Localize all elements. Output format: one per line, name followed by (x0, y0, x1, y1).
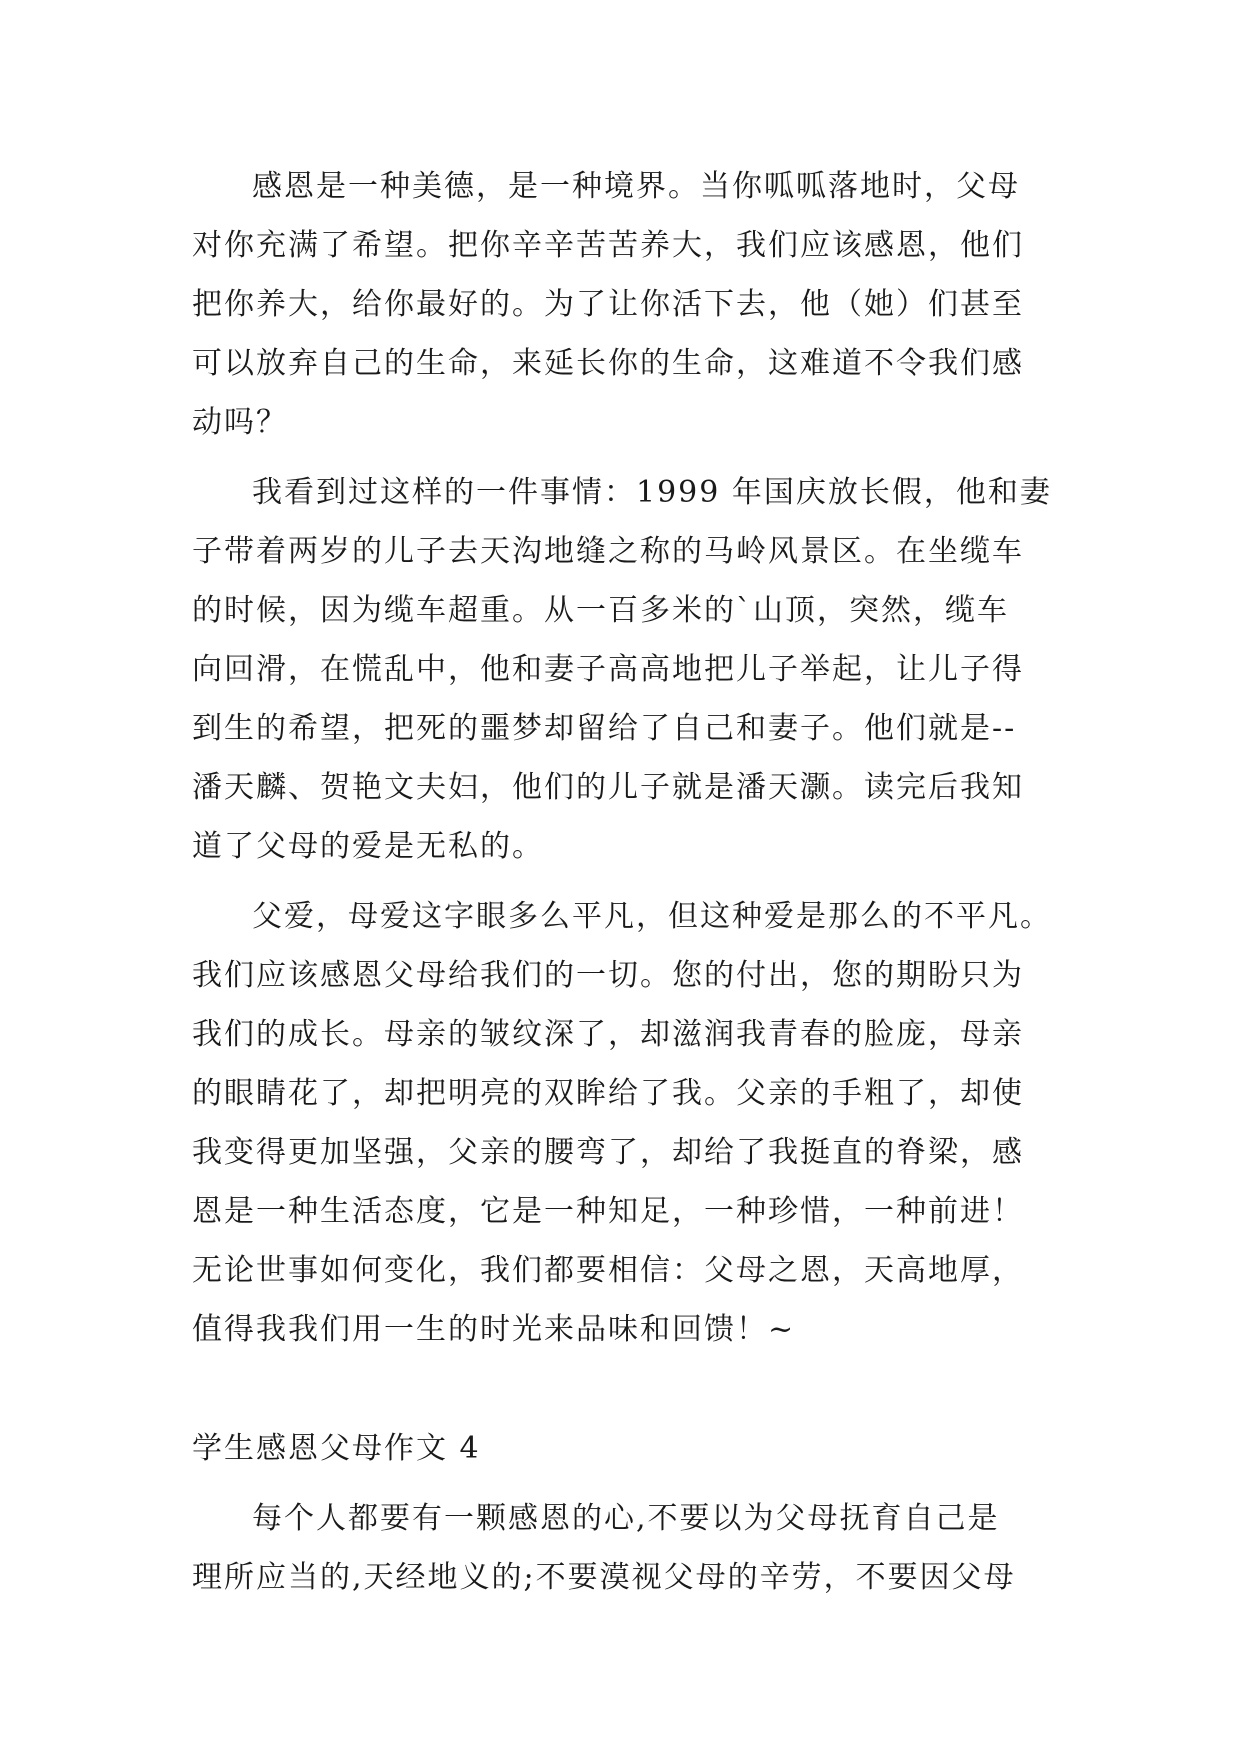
paragraph-2 (192, 463, 1062, 876)
text-line: 每个人都要有一颗感恩的心,不要以为父母抚育自己是 (252, 1501, 1000, 1536)
text-line: 恩是一种生活态度，它是一种知足，一种珍惜，一种前进！ (192, 1194, 1024, 1229)
paragraph-4 (192, 1489, 1062, 1607)
document-page (192, 157, 1062, 1607)
text-line: 向回滑，在慌乱中，他和妻子高高地把儿子举起，让儿子得 (192, 652, 1024, 687)
text-line: 对你充满了希望。把你辛辛苦苦养大，我们应该感恩，他们 (192, 228, 1024, 263)
text-line: 动吗？ (192, 405, 288, 440)
text-line: 的眼睛花了，却把明亮的双眸给了我。父亲的手粗了，却使 (192, 1076, 1024, 1111)
text-line: 道了父母的爱是无私的。 (192, 829, 544, 864)
text-line: 理所应当的,天经地义的;不要漠视父母的辛劳，不要因父母 (192, 1560, 1016, 1595)
text-line: 的时候，因为缆车超重。从一百多米的`山顶，突然，缆车 (192, 593, 1009, 628)
text-line: 无论世事如何变化，我们都要相信：父母之恩，天高地厚， (192, 1253, 1024, 1288)
text-line: 我看到过这样的一件事情：1999 年国庆放长假，他和妻 (252, 475, 1052, 510)
text-line: 可以放弃自己的生命，来延长你的生命，这难道不令我们感 (192, 346, 1024, 381)
paragraph-3 (192, 887, 1062, 1359)
text-line: 把你养大，给你最好的。为了让你活下去，他（她）们甚至 (192, 287, 1024, 322)
text-line: 父爱，母爱这字眼多么平凡，但这种爱是那么的不平凡。 (252, 899, 1052, 934)
section-title: 学生感恩父母作文 4 (192, 1431, 481, 1466)
text-line: 我变得更加坚强，父亲的腰弯了，却给了我挺直的脊梁，感 (192, 1135, 1024, 1170)
text-line: 到生的希望，把死的噩梦却留给了自己和妻子。他们就是-- (192, 711, 1017, 746)
text-line: 子带着两岁的儿子去天沟地缝之称的马岭风景区。在坐缆车 (192, 534, 1024, 569)
text-line: 值得我我们用一生的时光来品味和回馈！~ (192, 1312, 796, 1347)
text-line: 我们的成长。母亲的皱纹深了，却滋润我青春的脸庞，母亲 (192, 1017, 1024, 1052)
text-line: 感恩是一种美德，是一种境界。当你呱呱落地时，父母 (252, 169, 1020, 204)
text-line: 潘天麟、贺艳文夫妇，他们的儿子就是潘天灏。读完后我知 (192, 770, 1024, 805)
paragraph-1 (192, 157, 1062, 452)
text-line: 我们应该感恩父母给我们的一切。您的付出，您的期盼只为 (192, 958, 1024, 993)
